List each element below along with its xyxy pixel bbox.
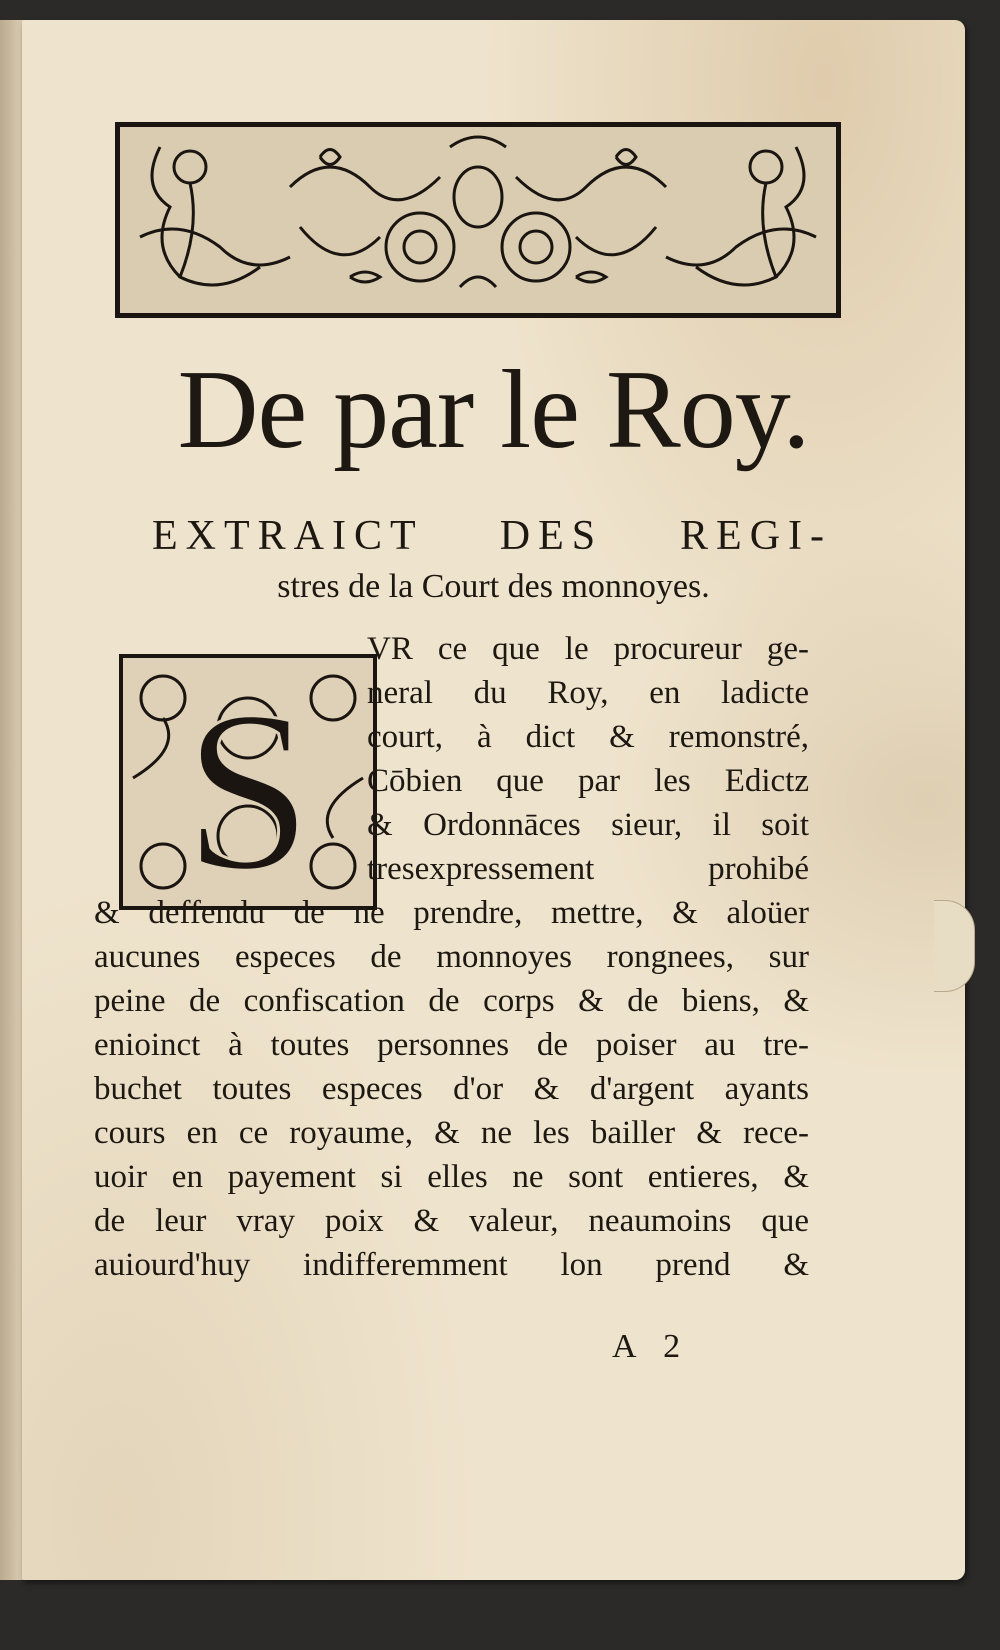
body-line-2: neral du Roy, en ladicte [367,675,809,711]
body-line-6: tresexpressement prohibé [367,851,809,887]
body-line-8: aucunes especes de monnoyes rongnees, sur [94,939,809,975]
ornamental-headpiece [115,122,841,318]
body-line-14: de leur vray poix & valeur, neaumoins que [94,1203,809,1239]
body-line-9: peine de confiscation de corps & de biens, & [94,983,809,1019]
body-line-10: enioinct à toutes personnes de poiser au tre- [94,1027,809,1063]
book-page [22,20,965,1580]
body-line-4: Cōbien que par les Edictz [367,763,809,799]
decorated-initial [119,654,377,910]
ornamental-initial-icon [123,658,373,906]
body-line-1: VR ce que le procureur ge- [367,631,809,667]
extract-heading-line-1: EXTRAICT DES REGI- [152,513,832,559]
page-title: De par le Roy. [177,348,810,472]
body-line-15: auiourd'huy indifferemment lon prend & [94,1247,809,1283]
floral-ornament-icon [120,127,836,313]
initial-letter: S [184,663,312,906]
body-line-13: uoir en payement si elles ne sont entieres, & [94,1159,809,1195]
body-line-12: cours en ce royaume, & ne les bailler & rece- [94,1115,809,1151]
body-line-7: & deffendu de ne prendre, mettre, & aloüer [94,895,809,931]
page-tab [934,900,975,992]
body-line-5: & Ordonnāces sieur, il soit [367,807,809,843]
body-line-3: court, à dict & remonstré, [367,719,809,755]
signature-mark: A 2 [612,1328,691,1365]
extract-heading-line-2: stres de la Court des monnoyes. [277,568,710,605]
body-line-11: buchet toutes especes d'or & d'argent ayants [94,1071,809,1107]
